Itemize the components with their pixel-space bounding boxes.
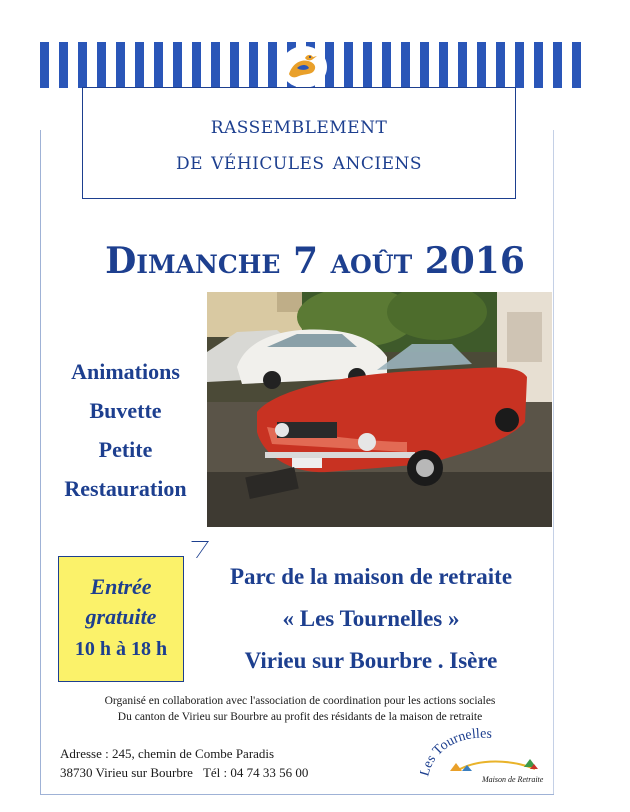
entree-line-2: gratuite [85, 604, 157, 629]
address-block [60, 744, 308, 782]
heron-bird-icon [281, 46, 327, 88]
postal-line: 38730 Virieu sur Bourbre [60, 765, 193, 780]
activity-item: Petite [98, 437, 153, 462]
opening-hours: 10 h à 18 h [74, 638, 168, 660]
venue-line-3: Virieu sur Bourbre . Isère [244, 648, 498, 673]
address-line: Adresse : 245, chemin de Combe Paradis [60, 746, 275, 761]
organisation-line-1: Organisé en collaboration avec l'association de coordination pour les actions sociales [104, 695, 496, 707]
page-frame-right [553, 130, 554, 794]
organisation-line-2: Du canton de Virieu sur Bourbre au profit des résidants de la maison de retraite [117, 711, 483, 723]
title-line-2: de véhicules anciens [175, 147, 422, 175]
organisation-note [60, 693, 540, 725]
activity-item: Restauration [64, 476, 187, 501]
phone-number: Tél : 04 74 33 56 00 [202, 765, 309, 780]
brand-name: es Tournelles [420, 726, 493, 771]
venue-block [196, 556, 546, 682]
title-line-1: rassemblement [210, 111, 388, 139]
event-date: Dimanche 7 août 2016 [105, 240, 525, 282]
venue-line-1: Parc de la maison de retraite [229, 564, 513, 589]
brand-subtitle: Maison de Retraite [482, 775, 544, 784]
activity-item: Animations [71, 359, 180, 384]
activity-item: Buvette [89, 398, 162, 423]
title-box [82, 87, 516, 199]
entree-box [58, 556, 184, 682]
classic-cars-photo [207, 292, 552, 527]
entree-line-1: Entrée [90, 574, 152, 599]
les-tournelles-logo [420, 725, 550, 785]
venue-line-2: « Les Tournelles » [282, 606, 460, 631]
activities-list [48, 352, 203, 508]
